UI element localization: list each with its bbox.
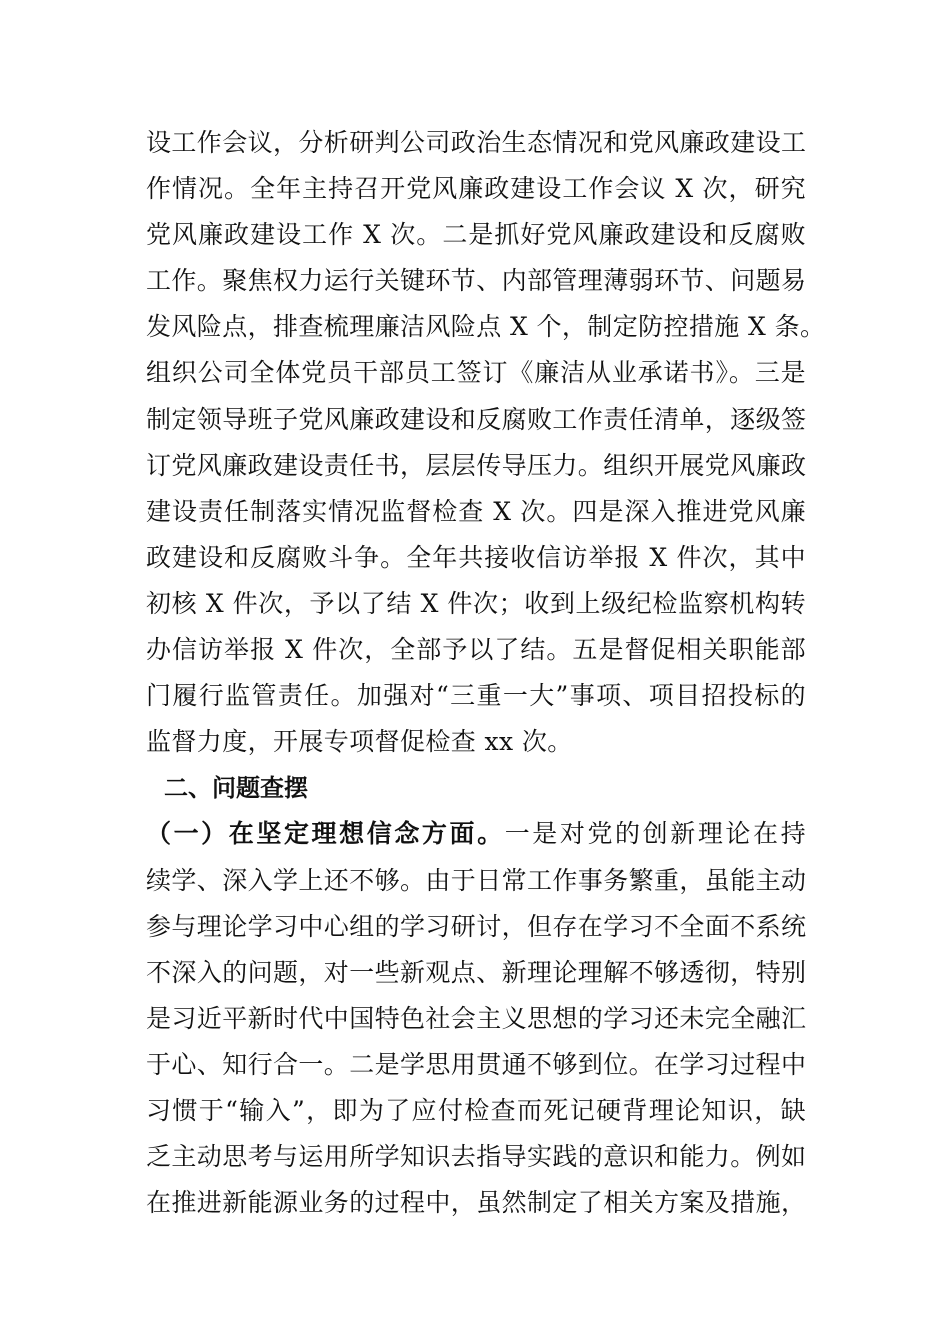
body-line: 参与理论学习中心组的学习研讨，但存在学习不全面不系统 [146, 911, 807, 941]
subsection-lead: （一）在坚定理想信念方面。 [146, 819, 505, 849]
body-line: 习惯于“输入”，即为了应付检查而死记硬背理论知识，缺 [146, 1095, 806, 1125]
body-line: 乏主动思考与运用所学知识去指导实践的意识和能力。例如 [146, 1142, 807, 1172]
body-line: 发风险点，排查梳理廉洁风险点 X 个，制定防控措施 X 条。 [146, 312, 826, 342]
body-line: 党风廉政建设工作 X 次。二是抓好党风廉政建设和反腐败 [146, 220, 806, 250]
body-line: 工作。聚焦权力运行关键环节、内部管理薄弱环节、问题易 [146, 266, 807, 296]
body-line: 不深入的问题，对一些新观点、新理论理解不够透彻，特别 [146, 957, 807, 987]
body-line: 是习近平新时代中国特色社会主义思想的学习还未完全融汇 [146, 1003, 807, 1033]
subsection-first-line [146, 811, 806, 857]
body-line: 门履行监管责任。加强对“三重一大”事项、项目招投标的 [146, 681, 806, 711]
body-line: 作情况。全年主持召开党风廉政建设工作会议 X 次，研究 [146, 174, 806, 204]
section-heading: 二、问题查摆 [164, 774, 308, 803]
body-line: 初核 X 件次，予以了结 X 件次；收到上级纪检监察机构转 [146, 588, 806, 618]
body-line: 监督力度，开展专项督促检查 xx 次。 [146, 727, 573, 757]
body-line: 续学、深入学上还不够。由于日常工作事务繁重，虽能主动 [146, 865, 807, 895]
body-line: 政建设和反腐败斗争。全年共接收信访举报 X 件次，其中 [146, 542, 806, 572]
body-line: 制定领导班子党风廉政建设和反腐败工作责任清单，逐级签 [146, 404, 807, 434]
subsection-first-line-rest: 一是对党的创新理论在持 [504, 819, 806, 849]
body-line: 订党风廉政建设责任书，层层传导压力。组织开展党风廉政 [146, 450, 807, 480]
body-line: 办信访举报 X 件次，全部予以了结。五是督促相关职能部 [146, 635, 806, 665]
document-body [146, 120, 826, 1226]
body-line: 于心、知行合一。二是学思用贯通不够到位。在学习过程中 [146, 1049, 807, 1079]
body-line: 在推进新能源业务的过程中，虽然制定了相关方案及措施， [146, 1188, 807, 1218]
body-line: 建设责任制落实情况监督检查 X 次。四是深入推进党风廉 [146, 496, 806, 526]
body-line: 组织公司全体党员干部员工签订《廉洁从业承诺书》。三是 [146, 358, 806, 388]
body-line: 设工作会议，分析研判公司政治生态情况和党风廉政建设工 [146, 128, 807, 157]
